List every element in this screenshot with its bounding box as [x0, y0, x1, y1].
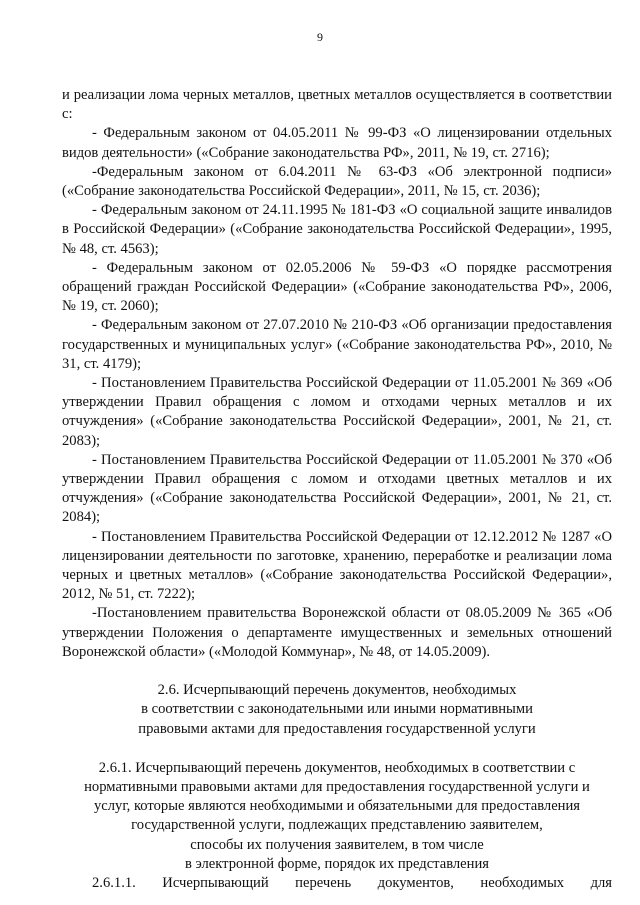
- intro-paragraph: и реализации лома черных металлов, цветных металлов осуществляется в соответствии с:: [62, 87, 612, 123]
- law-item-99fz: - Федеральным законом от 04.05.2011 № 99-ФЗ «О лицензировании отдельных видов деятельности» («Собрание законодательства РФ», 2011, № 19, ст. 2716);: [62, 125, 612, 161]
- heading-line: в соответствии с законодательными или иными нормативными: [141, 701, 533, 718]
- law-item-59fz: - Федеральным законом от 02.05.2006 № 59-ФЗ «О порядке рассмотрения обращений граждан Российской Федерации» («Собрание законодательства РФ», 2006, № 19, ст. 2060);: [62, 259, 612, 315]
- heading-line: 2.6. Исчерпывающий перечень документов, необходимых: [157, 682, 517, 699]
- heading-line: 2.6.1. Исчерпывающий перечень документов, необходимых в соответствии с: [98, 759, 576, 776]
- resolution-item-370: - Постановлением Правительства Российской Федерации от 11.05.2001 № 370 «Об утверждении Правил обращения с ломом и отходами цветных металлов и их отчуждения» («Собрание законодательства Российской Федерации», 2001, № 21, ст. 2084);: [62, 451, 612, 526]
- heading-line: услуг, которые являются необходимыми и обязательными для предоставления: [93, 798, 581, 815]
- resolution-item-365: -Постановлением правительства Воронежской области от 08.05.2009 № 365 «Об утверждении Положения о департаменте имущественных и земельных отношений Воронежской области» («Молодой Коммунар», № 48, от 14.05.2009).: [62, 605, 612, 660]
- heading-line: нормативными правовыми актами для предоставления государственной услуги и: [84, 778, 590, 795]
- heading-line: в электронной форме, порядок их представления: [184, 855, 489, 872]
- resolution-item-369: - Постановлением Правительства Российской Федерации от 11.05.2001 № 369 «Об утверждении Правил обращения с ломом и отходами черных металлов и их отчуждения» («Собрание законодательства Российской Федерации», 2001, № 21, ст. 2083);: [62, 375, 612, 449]
- document-body: [62, 86, 612, 893]
- heading-line: государственной услуги, подлежащих представлению заявителем,: [131, 817, 543, 834]
- law-item-63fz: -Федеральным законом от 6.04.2011 № 63-ФЗ «Об электронной подписи» («Собрание законодательства Российской Федерации», 2011, № 15, ст. 2036);: [62, 163, 612, 200]
- law-item-181fz: - Федеральным законом от 24.11.1995 № 181-ФЗ «О социальной защите инвалидов в Российской Федерации» («Собрание законодательства Российской Федерации», 1995, № 48, ст. 4563);: [62, 202, 612, 257]
- heading-line: правовыми актами для предоставления государственной услуги: [138, 720, 536, 737]
- heading-line: способы их получения заявителем, в том числе: [190, 836, 484, 853]
- law-item-210fz: - Федеральным законом от 27.07.2010 № 210-ФЗ «Об организации предоставления государственных и муниципальных услуг» («Собрание законодательства РФ», 2010, № 31, ст. 4179);: [62, 317, 612, 372]
- section-heading-2-6: [62, 681, 612, 739]
- paragraph-2-6-1-1: 2.6.1.1. Исчерпывающий перечень документов, необходимых для: [92, 874, 612, 891]
- page-number: 9: [317, 30, 323, 44]
- section-heading-2-6-1: [62, 759, 612, 874]
- resolution-item-1287: - Постановлением Правительства Российской Федерации от 12.12.2012 № 1287 «О лицензировании деятельности по заготовке, хранению, переработке и реализации лома черных и цветных металлов» («Собрание законодательства Российской Федерации», 2012, № 51, ст. 7222);: [62, 528, 612, 603]
